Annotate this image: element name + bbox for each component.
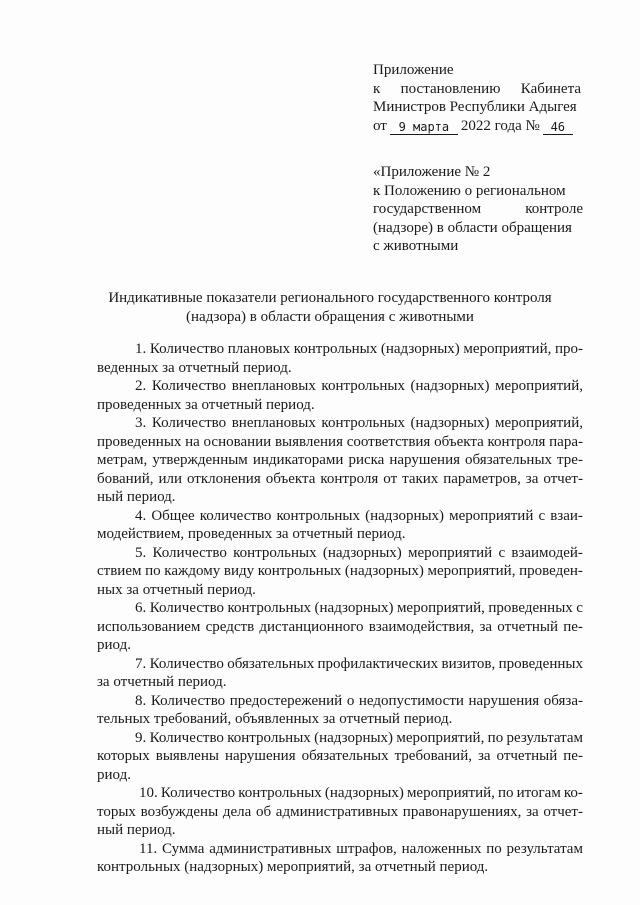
indicator-line: за отчетный период.: [97, 674, 227, 690]
indicator-line: тельных требований, объявленных за отчетный период.: [97, 711, 453, 727]
indicator-line: проведенных за отчетный период.: [97, 396, 315, 413]
indicator-line: риод.: [97, 766, 131, 783]
title-line: Индикативные показатели регионального государственного контроля: [108, 290, 552, 306]
appendix2-line: [373, 182, 583, 201]
appendix2-word: государственном: [373, 201, 482, 217]
number-blank: [543, 119, 573, 135]
date-blank: [390, 119, 458, 135]
indicator-line: 4. Общее количество контрольных (надзорных) мероприятий с взаи-: [135, 507, 583, 524]
indicator-item: [97, 507, 583, 544]
indicator-line: 9. Количество контрольных (надзорных) мероприятий, по результатам: [135, 729, 583, 746]
indicator-line: использованием средств дистанционного взаимодействия, за отчетный пе-: [97, 618, 583, 635]
appendix-decree-word: постановлению: [400, 80, 501, 97]
indicator-line: ствием по каждому виду контрольных (надзорных) мероприятий, проведен-: [97, 563, 583, 579]
handwritten-number: 46: [550, 120, 566, 134]
indicator-line: ный период.: [97, 489, 176, 505]
indicator-line: 8. Количество предостережений о недопустимости нарушения обяза-: [135, 692, 583, 709]
appendix2-title: «Приложение № 2: [373, 164, 491, 180]
appendix2-word: контроле: [525, 201, 583, 217]
appendix-title: Приложение: [373, 62, 454, 78]
indicator-line: 6. Количество контрольных (надзорных) мероприятий, проведенных с: [135, 600, 583, 616]
appendix2-line-text: к Положению о региональном: [373, 182, 566, 199]
indicator-line: проведенных на основании выявления соответствия объекта контроля пара-: [97, 433, 583, 450]
indicator-line: которых выявлены нарушения обязательных требований, за отчетный пе-: [97, 748, 583, 764]
indicator-line: 2. Количество внеплановых контрольных (надзорных) мероприятий,: [135, 378, 583, 394]
appendix2-line: [373, 200, 583, 219]
date-prefix: от: [373, 117, 387, 134]
indicator-line: 7. Количество обязательных профилактических визитов, проведенных: [135, 655, 583, 672]
appendix-date-line: [373, 117, 581, 136]
appendix-decree-line: [373, 80, 581, 99]
indicator-line: ных за отчетный период.: [97, 581, 256, 598]
indicator-item: [97, 655, 583, 692]
indicator-item: [97, 544, 583, 600]
indicator-item: [97, 692, 583, 729]
handwritten-date: 9 марта: [398, 120, 450, 134]
indicator-item: [97, 840, 583, 877]
indicator-list: [97, 340, 583, 877]
appendix2-header: [373, 163, 583, 256]
appendix-authority: Министров Республики Адыгея: [373, 99, 577, 115]
appendix2-line-text: с животными: [373, 238, 459, 254]
indicator-line: веденных за отчетный период.: [97, 359, 292, 376]
indicator-line: метрам, утвержденным индикаторами риска нарушения обязательных тре-: [97, 452, 583, 468]
indicator-item: [97, 599, 583, 655]
indicator-line: риод.: [97, 637, 131, 653]
indicator-item: [97, 340, 583, 377]
indicator-line: 5. Количество контрольных (надзорных) мероприятий с взаимодей-: [135, 544, 583, 561]
appendix2-line-text: (надзоре) в области обращения: [373, 219, 572, 236]
appendix-decree-word: к: [373, 80, 381, 97]
document-title: [90, 289, 570, 326]
indicator-item: [97, 377, 583, 414]
date-suffix: 2022 года №: [460, 117, 540, 134]
appendix-header: [373, 61, 581, 135]
title-line: (надзора) в области обращения с животными: [186, 308, 474, 325]
indicator-item: [97, 784, 583, 840]
indicator-line: ный период.: [97, 822, 176, 838]
indicator-line: 3. Количество внеплановых контрольных (надзорных) мероприятий,: [135, 415, 583, 431]
indicator-item: [97, 414, 583, 507]
indicator-line: 10. Количество контрольных (надзорных) мероприятий, по итогам ко-: [139, 785, 583, 801]
indicator-line: контрольных (надзорных) мероприятий, за отчетный период.: [97, 859, 489, 875]
indicator-line: торых возбуждены дела об административных правонарушениях, за отчет-: [97, 803, 583, 820]
indicator-line: 1. Количество плановых контрольных (надзорных) мероприятий, про-: [135, 341, 583, 357]
indicator-item: [97, 729, 583, 785]
indicator-line: 11. Сумма административных штрафов, наложенных по результатам: [139, 840, 583, 857]
indicator-line: модействием, проведенных за отчетный период.: [97, 526, 406, 542]
appendix-decree-word: Кабинета: [520, 80, 581, 97]
indicator-line: бований, или отклонения объекта контроля от таких параметров, за отчет-: [97, 470, 583, 487]
